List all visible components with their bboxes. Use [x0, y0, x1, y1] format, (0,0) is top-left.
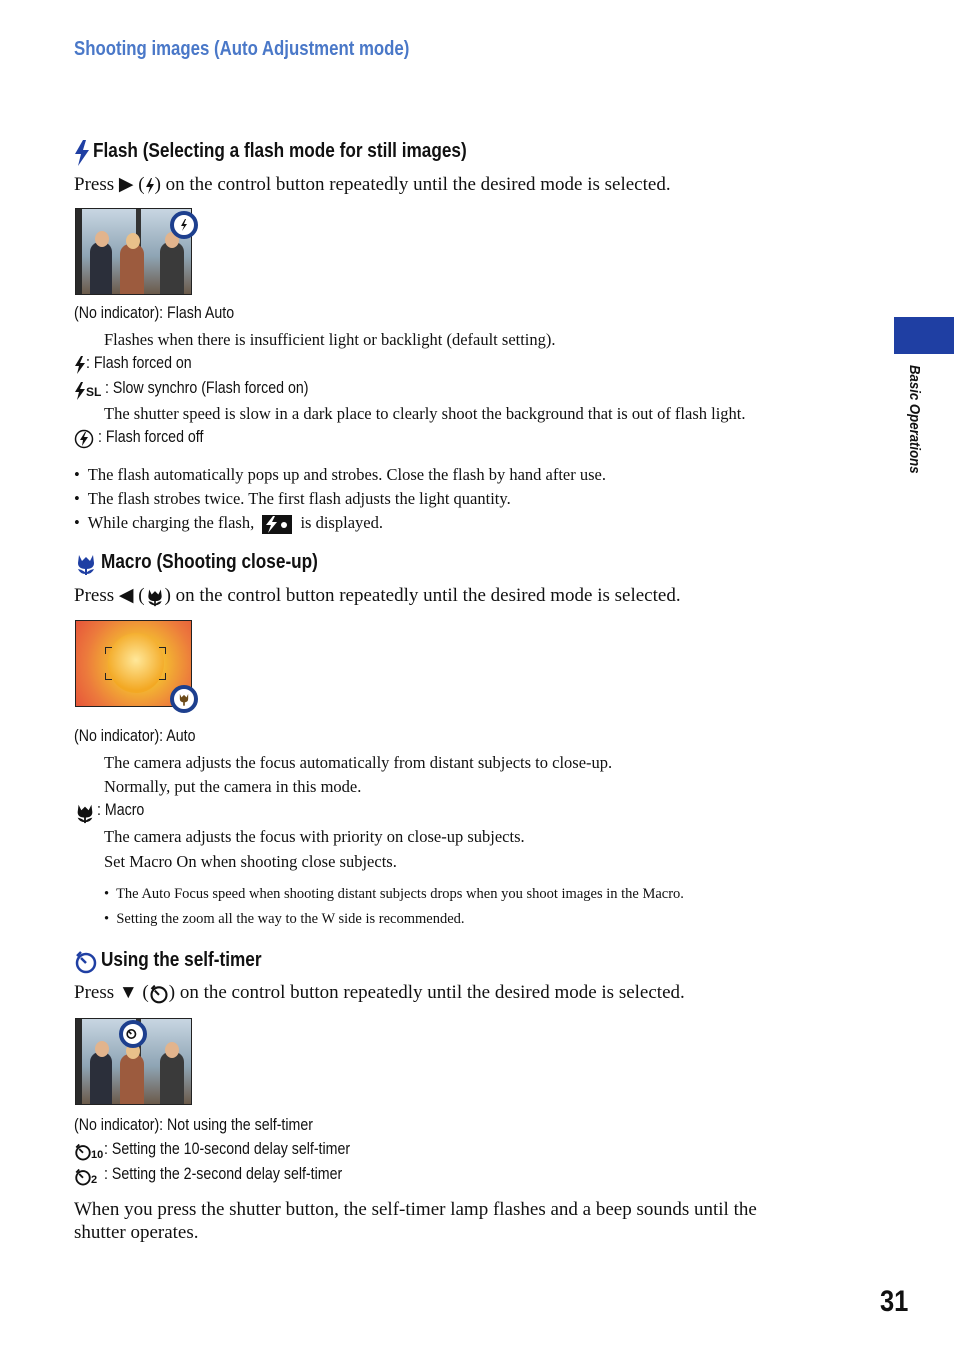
flash-instruction: Press ▶ ( ) on the control button repeatedly until the desired mode is selected. — [74, 174, 671, 195]
macro-note: • Setting the zoom all the way to the W side is recommended. — [104, 911, 465, 927]
flash-off-icon — [74, 429, 94, 449]
macro-option-macro: : Macro — [97, 801, 145, 819]
macro-note: • The Auto Focus speed when shooting distant subjects drops when you shoot images in the Macro. — [104, 886, 684, 902]
macro-tulip-icon — [74, 802, 96, 824]
page-number: 31 — [880, 1285, 909, 1318]
selftimer-paragraph-line2: shutter operates. — [74, 1222, 199, 1243]
selftimer-2s-subscript: 2 — [91, 1174, 98, 1186]
selftimer-option-10s: : Setting the 10-second delay self-timer — [104, 1140, 351, 1158]
macro-heading: Macro (Shooting close-up) — [101, 551, 318, 573]
selftimer-icon — [74, 950, 98, 974]
selftimer-instruction: Press ▼ ( ) on the control button repeatedly until the desired mode is selected. — [74, 982, 685, 1003]
selftimer-icon — [149, 984, 169, 1004]
macro-indicator-highlight — [170, 685, 198, 713]
macro-tulip-icon — [174, 689, 194, 709]
flash-option-forced-off: : Flash forced off — [98, 428, 204, 446]
selftimer-heading: Using the self-timer — [101, 949, 262, 971]
macro-tulip-icon — [74, 552, 98, 576]
macro-option-macro-desc2: Set Macro On when shooting close subjects. — [104, 852, 397, 871]
flash-indicator-highlight — [170, 211, 198, 239]
flash-icon — [145, 178, 155, 194]
selftimer-paragraph-line1: When you press the shutter button, the self-timer lamp flashes and a beep sounds until the — [74, 1199, 757, 1220]
selftimer-10s-subscript: 10 — [91, 1149, 104, 1161]
macro-tulip-icon — [145, 587, 165, 607]
selftimer-2s-icon — [74, 1168, 92, 1186]
side-tab-marker — [894, 317, 954, 354]
macro-option-macro-desc1: The camera adjusts the focus with priority on close-up subjects. — [104, 827, 525, 846]
flash-option-slow-desc: The shutter speed is slow in a dark place to clearly shoot the background that is out of flash light. — [104, 404, 746, 423]
selftimer-option-2s: : Setting the 2-second delay self-timer — [104, 1165, 343, 1183]
macro-instruction: Press ◀ ( ) on the control button repeatedly until the desired mode is selected. — [74, 585, 681, 606]
selftimer-10s-icon — [74, 1143, 92, 1161]
macro-option-auto-desc2: Normally, put the camera in this mode. — [104, 777, 362, 796]
flash-option-forced-on: : Flash forced on — [86, 354, 192, 372]
macro-option-auto: (No indicator): Auto — [74, 727, 196, 745]
section-header: Shooting images (Auto Adjustment mode) — [74, 38, 410, 60]
flash-slow-synchro-icon — [74, 382, 86, 400]
flash-icon — [74, 140, 90, 166]
slow-synchro-sl-text: SL — [86, 385, 102, 399]
flash-icon — [74, 356, 86, 374]
flash-icon — [174, 215, 194, 235]
flash-option-auto: (No indicator): Flash Auto — [74, 304, 235, 322]
flash-heading: Flash (Selecting a flash mode for still images) — [93, 140, 467, 162]
side-tab-label: Basic Operations — [906, 365, 923, 474]
flash-option-auto-desc: Flashes when there is insufficient light or backlight (default setting). — [104, 330, 556, 349]
flash-note: • The flash automatically pops up and strobes. Close the flash by hand after use. — [74, 465, 606, 484]
flash-note: • While charging the flash, is displayed. — [74, 513, 383, 532]
selftimer-icon — [123, 1024, 143, 1044]
selftimer-option-none: (No indicator): Not using the self-timer — [74, 1116, 313, 1134]
flash-note: • The flash strobes twice. The first flash adjusts the light quantity. — [74, 489, 511, 508]
flash-option-slow-synchro: : Slow synchro (Flash forced on) — [105, 379, 309, 397]
flash-charging-icon — [262, 515, 292, 534]
macro-option-auto-desc1: The camera adjusts the focus automatically from distant subjects to close-up. — [104, 753, 613, 772]
selftimer-indicator-highlight — [119, 1020, 147, 1048]
